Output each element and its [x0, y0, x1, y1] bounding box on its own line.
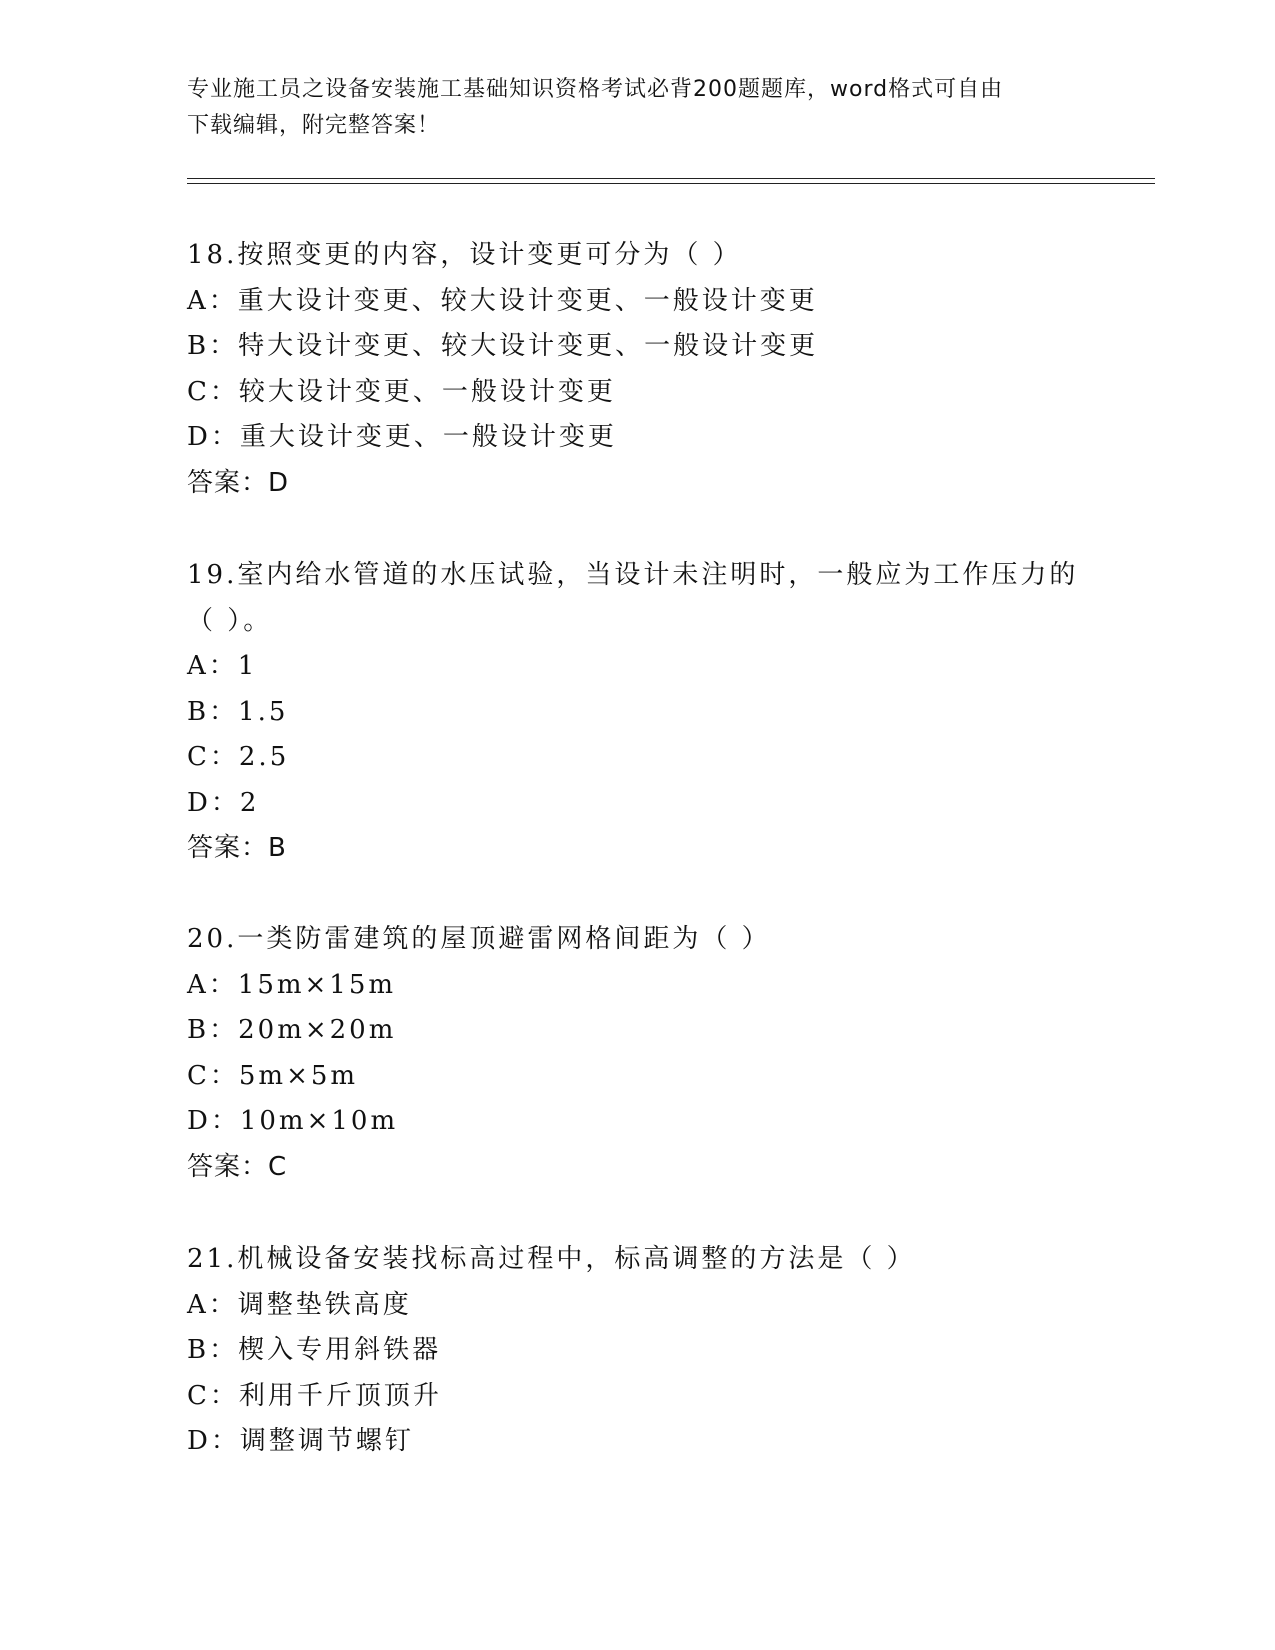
- option-b: B：20m×20m: [187, 1015, 397, 1045]
- question-stem-continued: （ ）。: [187, 605, 273, 636]
- option-b: B：1.5: [187, 696, 289, 727]
- question-stem: 19.室内给水管道的水压试验，当设计未注明时，一般应为工作压力的: [187, 560, 1079, 590]
- option-d: D：调整调节螺钉: [187, 1426, 414, 1456]
- header-line-1: 专业施工员之设备安装施工基础知识资格考试必背200题题库，word格式可自由: [187, 77, 1004, 102]
- option-b: B：楔入专用斜铁器: [187, 1335, 442, 1365]
- question-21: [187, 1237, 1087, 1465]
- option-d: D：10m×10m: [187, 1106, 399, 1136]
- answer: 答案：D: [187, 467, 290, 498]
- question-18: [187, 233, 1087, 506]
- option-d: D：重大设计变更、一般设计变更: [187, 422, 617, 452]
- document-header: [187, 72, 1087, 144]
- option-a: A：15m×15m: [187, 969, 397, 1000]
- question-stem: 20.一类防雷建筑的屋顶避雷网格间距为（ ）: [187, 924, 771, 954]
- question-20: [187, 917, 1087, 1190]
- option-c: C：5m×5m: [187, 1060, 359, 1091]
- answer: 答案：B: [187, 833, 287, 863]
- header-divider-bottom: [187, 183, 1155, 184]
- option-d: D：2: [187, 787, 260, 818]
- question-stem: 18.按照变更的内容，设计变更可分为（ ）: [187, 240, 742, 270]
- header-divider-top: [187, 178, 1155, 179]
- question-19: [187, 553, 1087, 872]
- option-b: B：特大设计变更、较大设计变更、一般设计变更: [187, 331, 819, 361]
- option-c: C：利用千斤顶顶升: [187, 1380, 442, 1411]
- option-c: C：2.5: [187, 742, 290, 772]
- option-a: A：调整垫铁高度: [187, 1289, 412, 1320]
- answer: 答案：C: [187, 1151, 288, 1182]
- question-stem: 21.机械设备安装找标高过程中，标高调整的方法是（ ）: [187, 1244, 916, 1274]
- header-line-2: 下载编辑，附完整答案！: [187, 113, 441, 138]
- option-a: A：重大设计变更、较大设计变更、一般设计变更: [187, 285, 818, 316]
- option-a: A：1: [187, 651, 258, 681]
- option-c: C：较大设计变更、一般设计变更: [187, 376, 616, 407]
